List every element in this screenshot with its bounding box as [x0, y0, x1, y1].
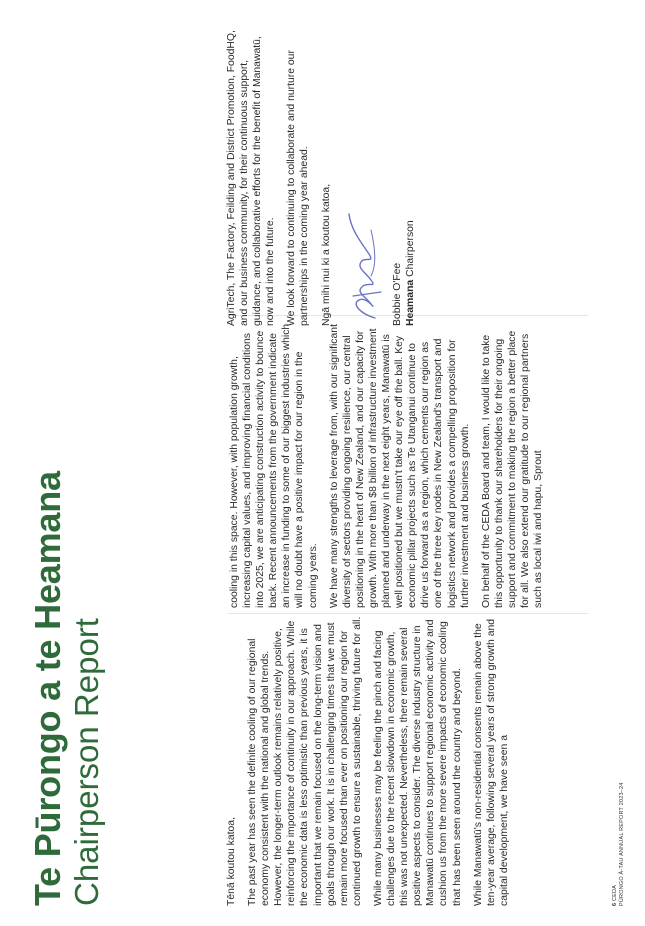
page-subtitle: Chairperson Report [68, 618, 105, 906]
footer-report-name: PŪRONGO Ā-TAU ANNUAL REPORT 2023–24 [619, 782, 625, 906]
paragraph: On behalf of the CEDA Board and team, I would like to take this opportunity to thank our shareholders for their ongoing support and commitment to making the region a better place for all. We also extend our gratitude to our regional partners such as local iwi and hapu, Sprout [480, 330, 545, 608]
signoff: Ngā mihi nui ki a koutou katoa, [320, 183, 332, 326]
paragraph: AgriTech, The Factory, Feilding and District Promotion, FoodHQ, and our business community, for their continuous support, guidance, and collaborative efforts for the benefit of Manawatū, now and into the future. [226, 30, 277, 326]
footer-org: CEDA [612, 884, 618, 901]
paragraph: We look forward to continuing to collaborate and nurture our partnerships in the coming year ahead. [286, 50, 311, 326]
text-column-2 [228, 322, 553, 608]
text-column-1 [225, 616, 519, 906]
signer-role [404, 26, 417, 326]
paragraph: The past year has seen the definite cooling of our regional economy consistent with the national and global trends. However, the longer-term outlook remains relatively positive, reinforcing the importance of continuity in our approach. While the economic data is less optimistic than previous years, it is important that we remain focused on the long-term vision and goals through our work. It is in challenging times that we must remain more focused than ever on positioning our region for continued growth to ensure a sustainable, thriving future for all. [247, 616, 363, 906]
signer-role-english: Chairperson [404, 220, 416, 280]
greeting: Tēnā koutou katoa, [226, 817, 237, 906]
paragraph: cooling in this space. However, with population growth, increasing capital values, and improving financial conditions into 2025, we are anticipating construction activity to bounce back. Recent announcements from the government indicate an increase in funding to some of our biggest industries which will no doubt have a positive impact for our region in the coming years. [229, 323, 319, 608]
text-column-3 [225, 26, 417, 326]
title-block [28, 471, 106, 906]
page-footer [612, 782, 626, 906]
signer-role-maori: Heamana [404, 279, 416, 326]
paragraph: While many businesses may be feeling the pinch and facing challenges due to the recent slowdown in economic growth, this was not unexpected. Nevertheless, there remain several positive aspects to consider. The diverse industry structure in Manawatū continues to support regional economic activity and cushion us from the more severe impacts of economic cooling that has been seen around the country and beyond. [372, 619, 463, 906]
paragraph: We have many strengths to leverage from, with our significant diversity of sectors providing ongoing resilience, our central positioning in the heart of New Zealand, and our capacity for growth. With more than $8 billion of infrastructure investment planned and underway in the next eight years, Manawatū is well positioned but we mustn't take our eye off the ball. Key economic pillar projects such as Te Utanganui continue to drive us forward as a region, which cements our region as one of the three key nodes in New Zealand's transport and logistics network and provides a compelling proposition for further investment and business growth. [328, 324, 471, 608]
page-title: Te Pūrongo a te Heamana [27, 471, 68, 906]
signer-name: Bobbie O'Fee [391, 262, 403, 326]
signature-image [341, 206, 387, 326]
column-divider [228, 613, 588, 614]
paragraph: While Manawatū's non-residential consents remain above the ten-year average, following several years of strong growth and capital development, we have seen a [472, 618, 510, 906]
page-number: 6 [612, 902, 618, 906]
